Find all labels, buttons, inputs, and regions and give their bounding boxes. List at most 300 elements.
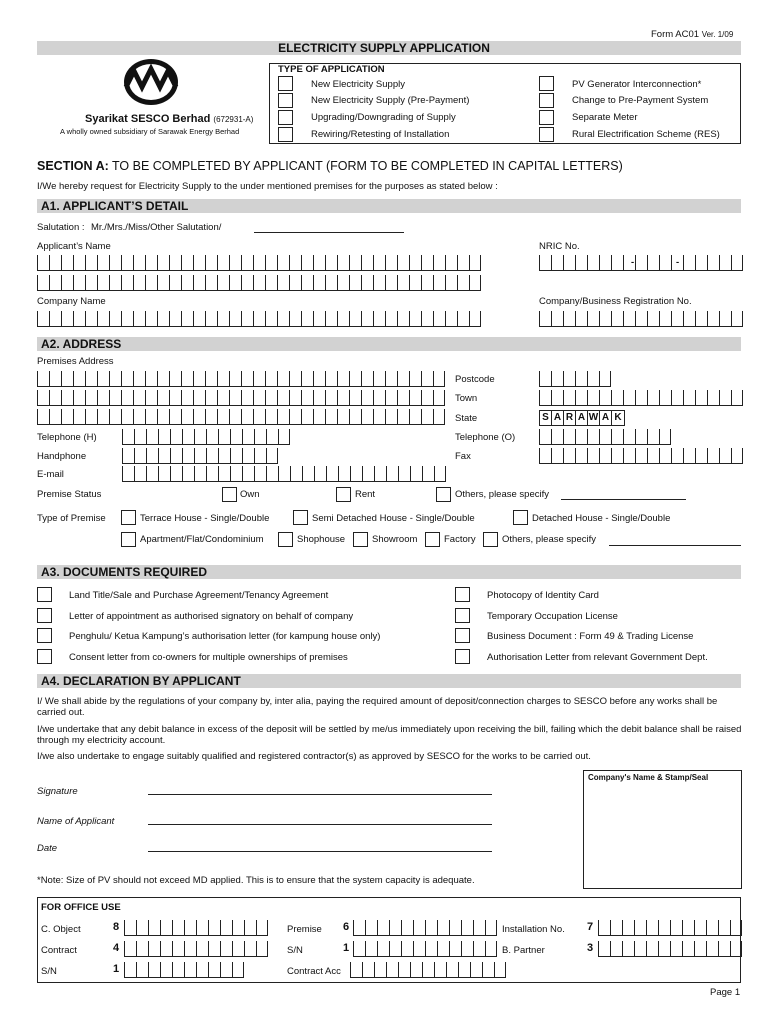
char-cell[interactable] <box>184 920 196 936</box>
char-cell[interactable] <box>386 962 398 978</box>
char-cell[interactable] <box>587 255 599 271</box>
char-cell[interactable] <box>205 275 217 291</box>
char-cell[interactable] <box>647 448 659 464</box>
char-cell[interactable] <box>634 941 646 957</box>
char-cell[interactable] <box>647 311 659 327</box>
char-cell[interactable] <box>457 275 469 291</box>
char-cell[interactable] <box>121 311 133 327</box>
checkbox-rewiring[interactable] <box>278 127 293 142</box>
char-cell[interactable] <box>301 311 313 327</box>
checkbox-doc[interactable] <box>37 649 52 664</box>
char-cell[interactable] <box>683 311 695 327</box>
char-cell[interactable] <box>361 371 373 387</box>
char-cell[interactable] <box>446 962 458 978</box>
char-cell[interactable] <box>718 920 730 936</box>
char-cell[interactable] <box>575 429 587 445</box>
char-cell[interactable] <box>145 390 157 406</box>
char-cell[interactable] <box>349 311 361 327</box>
char-cell[interactable] <box>683 448 695 464</box>
char-cell[interactable] <box>160 962 172 978</box>
char-cell[interactable] <box>719 390 731 406</box>
address-cells-3[interactable] <box>37 409 445 425</box>
char-cell[interactable] <box>325 390 337 406</box>
char-cell[interactable] <box>254 429 266 445</box>
char-cell[interactable] <box>61 311 73 327</box>
char-cell[interactable] <box>469 311 481 327</box>
char-cell[interactable] <box>337 311 349 327</box>
char-cell[interactable] <box>719 311 731 327</box>
char-cell[interactable] <box>217 275 229 291</box>
char-cell[interactable] <box>409 275 421 291</box>
char-cell[interactable] <box>97 275 109 291</box>
char-cell[interactable] <box>449 941 461 957</box>
char-cell[interactable] <box>158 466 170 482</box>
char-cell[interactable] <box>206 429 218 445</box>
char-cell[interactable] <box>37 311 49 327</box>
char-cell[interactable] <box>109 390 121 406</box>
char-cell[interactable] <box>349 409 361 425</box>
char-cell[interactable] <box>401 941 413 957</box>
char-cell[interactable] <box>719 448 731 464</box>
char-cell[interactable] <box>194 466 206 482</box>
char-cell[interactable] <box>422 962 434 978</box>
char-cell[interactable] <box>158 448 170 464</box>
char-cell[interactable] <box>433 255 445 271</box>
char-cell[interactable] <box>731 255 743 271</box>
char-cell[interactable] <box>647 390 659 406</box>
char-cell[interactable] <box>217 371 229 387</box>
char-cell[interactable] <box>148 920 160 936</box>
char-cell[interactable] <box>217 409 229 425</box>
char-cell[interactable] <box>659 255 671 271</box>
char-cell[interactable] <box>433 371 445 387</box>
char-cell[interactable] <box>361 275 373 291</box>
char-cell[interactable] <box>253 311 265 327</box>
char-cell[interactable] <box>313 409 325 425</box>
char-cell[interactable] <box>265 275 277 291</box>
char-cell[interactable] <box>97 255 109 271</box>
char-cell[interactable] <box>563 429 575 445</box>
char-cell[interactable] <box>241 371 253 387</box>
char-cell[interactable] <box>181 390 193 406</box>
char-cell[interactable] <box>217 255 229 271</box>
char-cell[interactable] <box>301 390 313 406</box>
char-cell[interactable] <box>61 255 73 271</box>
char-cell[interactable] <box>694 941 706 957</box>
char-cell[interactable] <box>230 466 242 482</box>
char-cell[interactable] <box>193 371 205 387</box>
char-cell[interactable] <box>277 255 289 271</box>
char-cell[interactable] <box>289 311 301 327</box>
char-cell[interactable] <box>623 311 635 327</box>
char-cell[interactable] <box>133 371 145 387</box>
char-cell[interactable] <box>193 409 205 425</box>
char-cell[interactable] <box>313 390 325 406</box>
telephone-o-cells[interactable] <box>539 429 671 445</box>
char-cell[interactable] <box>539 390 551 406</box>
town-cells[interactable] <box>539 390 743 406</box>
char-cell[interactable] <box>194 429 206 445</box>
fax-cells[interactable] <box>539 448 743 464</box>
char-cell[interactable] <box>196 941 208 957</box>
partner-cells[interactable] <box>598 941 742 957</box>
char-cell[interactable] <box>61 371 73 387</box>
char-cell[interactable] <box>409 371 421 387</box>
char-cell[interactable] <box>461 920 473 936</box>
char-cell[interactable] <box>325 255 337 271</box>
char-cell[interactable] <box>133 409 145 425</box>
char-cell[interactable] <box>313 255 325 271</box>
char-cell[interactable] <box>551 311 563 327</box>
char-cell[interactable] <box>172 941 184 957</box>
char-cell[interactable] <box>671 311 683 327</box>
char-cell[interactable] <box>433 390 445 406</box>
registration-cells[interactable] <box>539 311 743 327</box>
checkbox-doc[interactable] <box>37 587 52 602</box>
char-cell[interactable] <box>349 255 361 271</box>
char-cell[interactable] <box>134 429 146 445</box>
char-cell[interactable] <box>61 390 73 406</box>
char-cell[interactable] <box>457 311 469 327</box>
char-cell[interactable] <box>265 409 277 425</box>
company-name-cells[interactable] <box>37 311 481 327</box>
char-cell[interactable] <box>397 409 409 425</box>
char-cell[interactable] <box>169 371 181 387</box>
char-cell[interactable] <box>401 920 413 936</box>
char-cell[interactable] <box>421 311 433 327</box>
char-cell[interactable] <box>314 466 326 482</box>
status-others-line[interactable] <box>561 499 686 500</box>
char-cell[interactable] <box>551 448 563 464</box>
char-cell[interactable] <box>229 275 241 291</box>
char-cell[interactable] <box>289 255 301 271</box>
char-cell[interactable] <box>289 409 301 425</box>
char-cell[interactable] <box>205 371 217 387</box>
char-cell[interactable] <box>353 941 365 957</box>
char-cell[interactable] <box>623 429 635 445</box>
char-cell[interactable] <box>146 429 158 445</box>
char-cell[interactable] <box>37 275 49 291</box>
char-cell[interactable] <box>349 371 361 387</box>
char-cell[interactable] <box>398 466 410 482</box>
char-cell[interactable] <box>599 371 611 387</box>
char-cell[interactable] <box>707 255 719 271</box>
char-cell[interactable] <box>622 941 634 957</box>
char-cell[interactable] <box>694 920 706 936</box>
char-cell[interactable] <box>37 409 49 425</box>
char-cell[interactable] <box>695 311 707 327</box>
char-cell[interactable] <box>217 311 229 327</box>
char-cell[interactable] <box>121 390 133 406</box>
char-cell[interactable] <box>373 255 385 271</box>
char-cell[interactable] <box>232 941 244 957</box>
char-cell[interactable] <box>289 371 301 387</box>
char-cell[interactable] <box>337 371 349 387</box>
char-cell[interactable] <box>575 448 587 464</box>
char-cell[interactable] <box>563 311 575 327</box>
char-cell[interactable] <box>575 311 587 327</box>
premise-others-line[interactable] <box>609 545 741 546</box>
char-cell[interactable] <box>433 409 445 425</box>
char-cell[interactable] <box>145 371 157 387</box>
char-cell[interactable] <box>109 371 121 387</box>
char-cell[interactable] <box>136 941 148 957</box>
checkbox-res[interactable] <box>539 127 554 142</box>
char-cell[interactable] <box>49 371 61 387</box>
char-cell[interactable] <box>389 941 401 957</box>
char-cell[interactable] <box>494 962 506 978</box>
char-cell[interactable] <box>265 371 277 387</box>
char-cell[interactable] <box>256 920 268 936</box>
char-cell[interactable] <box>707 311 719 327</box>
char-cell[interactable] <box>587 311 599 327</box>
checkbox-new-supply[interactable] <box>278 76 293 91</box>
char-cell[interactable] <box>397 275 409 291</box>
char-cell[interactable] <box>646 941 658 957</box>
char-cell[interactable] <box>635 448 647 464</box>
char-cell[interactable] <box>730 920 742 936</box>
char-cell[interactable] <box>425 920 437 936</box>
char-cell[interactable] <box>599 429 611 445</box>
char-cell[interactable] <box>182 429 194 445</box>
char-cell[interactable] <box>397 255 409 271</box>
char-cell[interactable] <box>217 390 229 406</box>
char-cell[interactable] <box>683 255 695 271</box>
char-cell[interactable] <box>326 466 338 482</box>
char-cell[interactable] <box>124 941 136 957</box>
char-cell[interactable] <box>289 390 301 406</box>
char-cell[interactable] <box>683 390 695 406</box>
char-cell[interactable] <box>313 311 325 327</box>
char-cell[interactable] <box>731 448 743 464</box>
char-cell[interactable] <box>133 311 145 327</box>
char-cell[interactable] <box>409 255 421 271</box>
char-cell[interactable] <box>194 448 206 464</box>
char-cell[interactable] <box>551 390 563 406</box>
char-cell[interactable] <box>611 429 623 445</box>
char-cell[interactable] <box>409 390 421 406</box>
char-cell[interactable] <box>611 448 623 464</box>
char-cell[interactable] <box>169 275 181 291</box>
char-cell[interactable] <box>205 255 217 271</box>
char-cell[interactable] <box>397 371 409 387</box>
char-cell[interactable] <box>718 941 730 957</box>
char-cell[interactable] <box>623 390 635 406</box>
char-cell[interactable] <box>635 311 647 327</box>
char-cell[interactable] <box>172 962 184 978</box>
char-cell[interactable] <box>146 448 158 464</box>
char-cell[interactable] <box>563 371 575 387</box>
char-cell[interactable] <box>193 311 205 327</box>
char-cell[interactable] <box>385 311 397 327</box>
char-cell[interactable] <box>181 311 193 327</box>
char-cell[interactable] <box>278 429 290 445</box>
char-cell[interactable] <box>397 390 409 406</box>
char-cell[interactable] <box>433 275 445 291</box>
checkbox-showroom[interactable] <box>353 532 368 547</box>
char-cell[interactable] <box>121 409 133 425</box>
char-cell[interactable] <box>670 941 682 957</box>
char-cell[interactable] <box>229 371 241 387</box>
char-cell[interactable] <box>49 275 61 291</box>
char-cell[interactable] <box>206 466 218 482</box>
checkbox-own[interactable] <box>222 487 237 502</box>
char-cell[interactable] <box>181 275 193 291</box>
char-cell[interactable] <box>61 275 73 291</box>
checkbox-factory[interactable] <box>425 532 440 547</box>
char-cell[interactable] <box>434 466 446 482</box>
char-cell[interactable] <box>133 390 145 406</box>
char-cell[interactable] <box>374 466 386 482</box>
char-cell[interactable] <box>181 255 193 271</box>
char-cell[interactable] <box>409 311 421 327</box>
sn2-cells[interactable] <box>353 941 497 957</box>
char-cell[interactable] <box>611 390 623 406</box>
char-cell[interactable] <box>325 371 337 387</box>
char-cell[interactable] <box>398 962 410 978</box>
char-cell[interactable] <box>313 275 325 291</box>
char-cell[interactable] <box>671 390 683 406</box>
char-cell[interactable] <box>731 390 743 406</box>
checkbox-premise-others[interactable] <box>483 532 498 547</box>
char-cell[interactable] <box>265 390 277 406</box>
applicant-name-cells[interactable] <box>37 255 481 271</box>
char-cell[interactable] <box>598 941 610 957</box>
char-cell[interactable] <box>695 448 707 464</box>
char-cell[interactable] <box>220 920 232 936</box>
address-cells-1[interactable] <box>37 371 445 387</box>
char-cell[interactable] <box>244 920 256 936</box>
char-cell[interactable] <box>635 390 647 406</box>
char-cell[interactable] <box>145 311 157 327</box>
char-cell[interactable] <box>122 466 134 482</box>
char-cell[interactable] <box>611 255 623 271</box>
char-cell[interactable] <box>337 255 349 271</box>
char-cell[interactable] <box>109 409 121 425</box>
char-cell[interactable] <box>671 448 683 464</box>
char-cell[interactable] <box>73 371 85 387</box>
char-cell[interactable] <box>169 409 181 425</box>
date-line[interactable] <box>148 851 492 852</box>
char-cell[interactable] <box>109 255 121 271</box>
char-cell[interactable] <box>37 255 49 271</box>
char-cell[interactable] <box>587 448 599 464</box>
char-cell[interactable] <box>133 275 145 291</box>
char-cell[interactable] <box>337 409 349 425</box>
char-cell[interactable] <box>253 255 265 271</box>
checkbox-doc[interactable] <box>455 587 470 602</box>
char-cell[interactable] <box>409 409 421 425</box>
char-cell[interactable] <box>37 371 49 387</box>
char-cell[interactable] <box>253 371 265 387</box>
char-cell[interactable] <box>253 390 265 406</box>
char-cell[interactable] <box>635 255 647 271</box>
email-cells[interactable] <box>122 466 446 482</box>
char-cell[interactable] <box>229 390 241 406</box>
char-cell[interactable] <box>277 390 289 406</box>
char-cell[interactable] <box>148 962 160 978</box>
char-cell[interactable] <box>730 941 742 957</box>
char-cell[interactable] <box>539 429 551 445</box>
char-cell[interactable] <box>646 920 658 936</box>
checkbox-shophouse[interactable] <box>278 532 293 547</box>
char-cell[interactable] <box>437 920 449 936</box>
char-cell[interactable] <box>362 962 374 978</box>
char-cell[interactable] <box>182 466 194 482</box>
char-cell[interactable] <box>97 371 109 387</box>
char-cell[interactable] <box>313 371 325 387</box>
char-cell[interactable] <box>49 409 61 425</box>
char-cell[interactable] <box>196 962 208 978</box>
sn-cells[interactable] <box>124 962 244 978</box>
char-cell[interactable] <box>350 466 362 482</box>
char-cell[interactable] <box>482 962 494 978</box>
char-cell[interactable] <box>170 466 182 482</box>
char-cell[interactable] <box>193 255 205 271</box>
char-cell[interactable] <box>157 275 169 291</box>
char-cell[interactable] <box>575 371 587 387</box>
char-cell[interactable] <box>670 920 682 936</box>
char-cell[interactable] <box>122 448 134 464</box>
char-cell[interactable] <box>599 390 611 406</box>
char-cell[interactable] <box>73 311 85 327</box>
char-cell[interactable] <box>365 920 377 936</box>
char-cell[interactable] <box>635 429 647 445</box>
char-cell[interactable] <box>461 941 473 957</box>
char-cell[interactable] <box>109 311 121 327</box>
char-cell[interactable] <box>421 409 433 425</box>
stamp-box[interactable] <box>583 770 742 889</box>
char-cell[interactable] <box>85 390 97 406</box>
char-cell[interactable] <box>266 448 278 464</box>
char-cell[interactable] <box>659 429 671 445</box>
char-cell[interactable] <box>623 448 635 464</box>
char-cell[interactable] <box>232 920 244 936</box>
char-cell[interactable] <box>205 390 217 406</box>
char-cell[interactable] <box>169 311 181 327</box>
char-cell[interactable] <box>469 275 481 291</box>
char-cell[interactable] <box>136 920 148 936</box>
char-cell[interactable] <box>170 448 182 464</box>
char-cell[interactable] <box>361 390 373 406</box>
char-cell[interactable] <box>634 920 646 936</box>
checkbox-pv[interactable] <box>539 76 554 91</box>
char-cell[interactable] <box>563 255 575 271</box>
char-cell[interactable] <box>385 390 397 406</box>
char-cell[interactable] <box>695 255 707 271</box>
checkbox-rent[interactable] <box>336 487 351 502</box>
char-cell[interactable] <box>232 962 244 978</box>
char-cell[interactable] <box>695 390 707 406</box>
char-cell[interactable] <box>97 311 109 327</box>
char-cell[interactable] <box>97 409 109 425</box>
char-cell[interactable] <box>157 255 169 271</box>
char-cell[interactable] <box>707 390 719 406</box>
char-cell[interactable] <box>659 448 671 464</box>
char-cell[interactable] <box>241 390 253 406</box>
telephone-h-cells[interactable] <box>122 429 290 445</box>
char-cell[interactable] <box>134 448 146 464</box>
char-cell[interactable] <box>449 920 461 936</box>
char-cell[interactable] <box>122 429 134 445</box>
char-cell[interactable] <box>85 275 97 291</box>
char-cell[interactable] <box>599 255 611 271</box>
char-cell[interactable] <box>157 311 169 327</box>
char-cell[interactable] <box>485 920 497 936</box>
char-cell[interactable] <box>473 920 485 936</box>
char-cell[interactable] <box>208 920 220 936</box>
checkbox-detached[interactable] <box>513 510 528 525</box>
